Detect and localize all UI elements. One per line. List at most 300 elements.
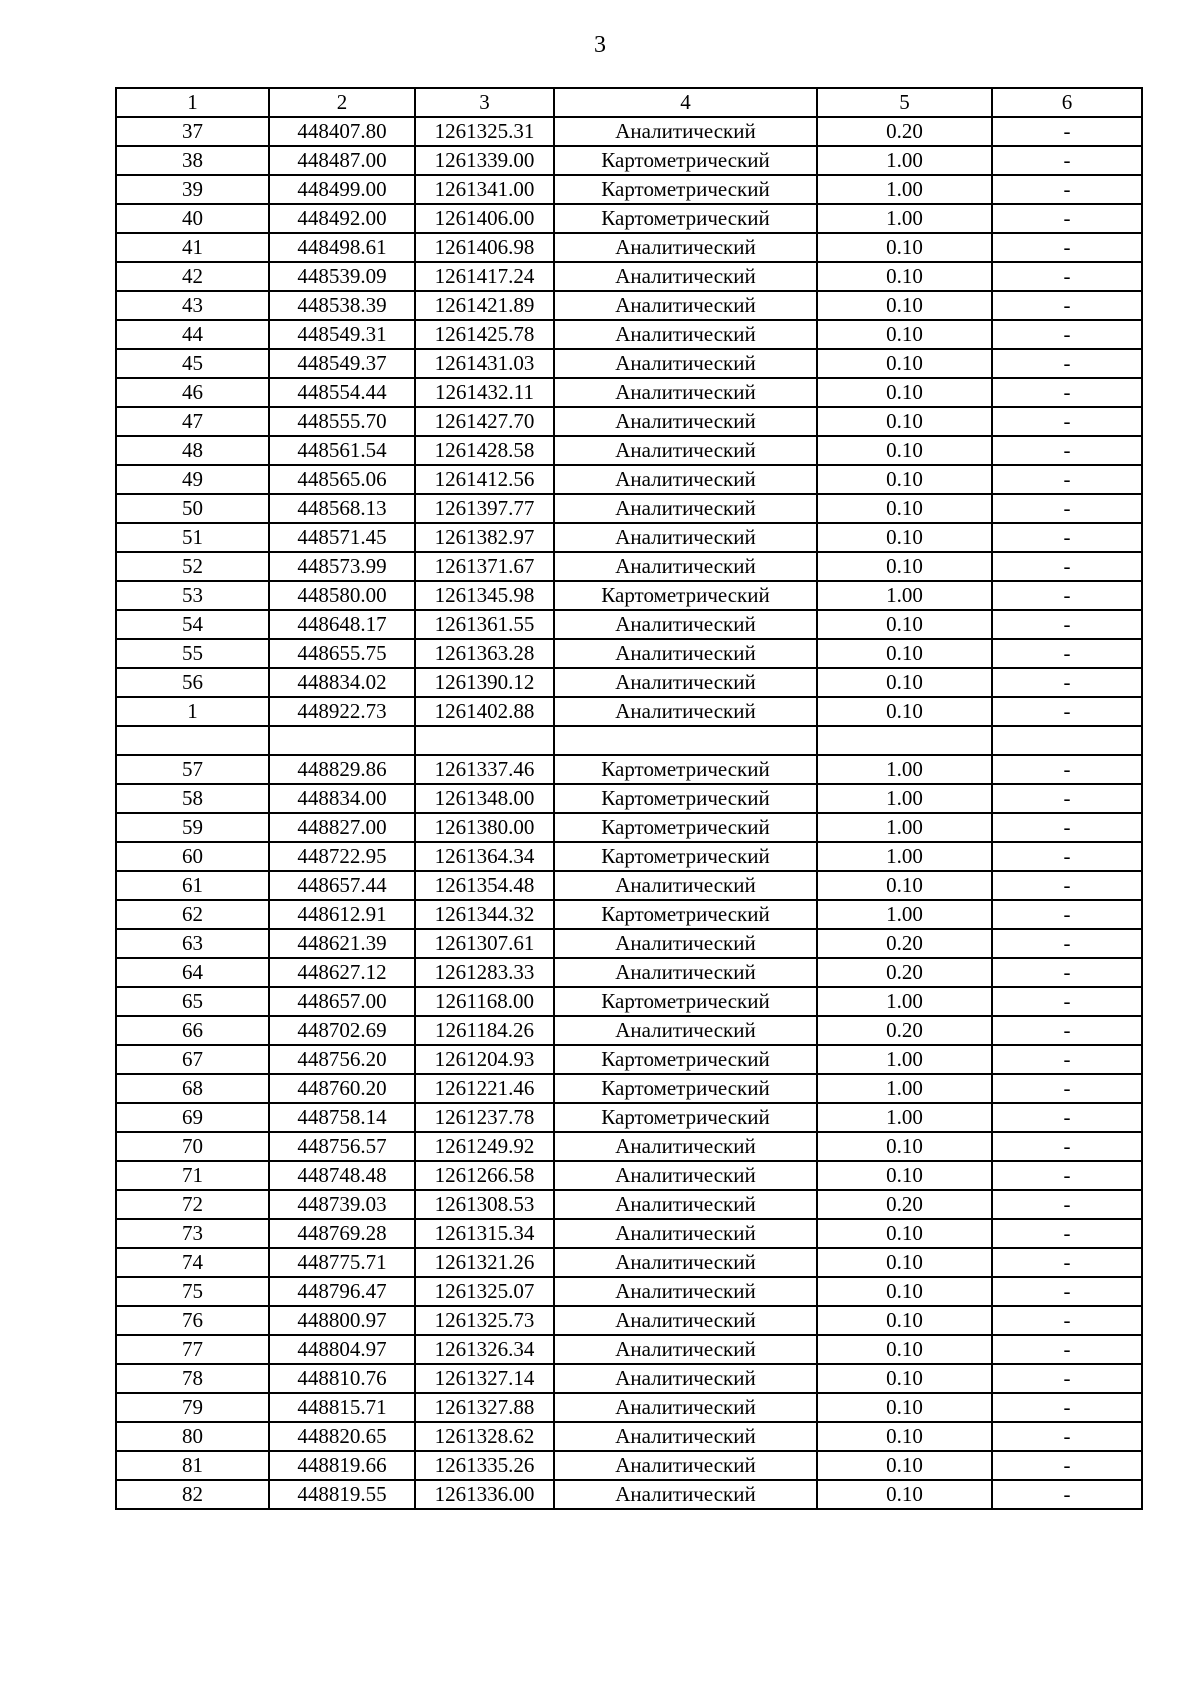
method-cell: Аналитический — [554, 697, 817, 726]
x-coordinate-cell: 448627.12 — [269, 958, 415, 987]
method-cell: Аналитический — [554, 1016, 817, 1045]
point-number-cell: 58 — [116, 784, 269, 813]
x-coordinate-cell: 448756.20 — [269, 1045, 415, 1074]
accuracy-cell: 0.10 — [817, 494, 992, 523]
method-cell: Аналитический — [554, 320, 817, 349]
x-coordinate-cell: 448549.37 — [269, 349, 415, 378]
note-cell: - — [992, 1103, 1142, 1132]
table-row — [116, 929, 1142, 958]
point-number-cell: 66 — [116, 1016, 269, 1045]
table-row — [116, 291, 1142, 320]
method-cell: Аналитический — [554, 1306, 817, 1335]
accuracy-cell: 0.10 — [817, 1248, 992, 1277]
note-cell: - — [992, 1161, 1142, 1190]
accuracy-cell: 0.10 — [817, 291, 992, 320]
table-row — [116, 233, 1142, 262]
note-cell: - — [992, 1277, 1142, 1306]
point-number-cell: 78 — [116, 1364, 269, 1393]
accuracy-cell: 0.10 — [817, 378, 992, 407]
note-cell: - — [992, 1451, 1142, 1480]
x-coordinate-cell: 448819.66 — [269, 1451, 415, 1480]
accuracy-cell: 0.20 — [817, 929, 992, 958]
x-coordinate-cell — [269, 726, 415, 755]
accuracy-cell: 0.20 — [817, 1190, 992, 1219]
method-cell: Картометрический — [554, 1045, 817, 1074]
accuracy-cell: 0.10 — [817, 1364, 992, 1393]
note-cell: - — [992, 668, 1142, 697]
table-row — [116, 842, 1142, 871]
y-coordinate-cell: 1261382.97 — [415, 523, 554, 552]
method-cell: Аналитический — [554, 1393, 817, 1422]
method-cell: Картометрический — [554, 1074, 817, 1103]
accuracy-cell: 0.10 — [817, 1277, 992, 1306]
x-coordinate-cell: 448748.48 — [269, 1161, 415, 1190]
y-coordinate-cell: 1261361.55 — [415, 610, 554, 639]
method-cell: Аналитический — [554, 1335, 817, 1364]
method-cell: Аналитический — [554, 233, 817, 262]
table-row — [116, 1248, 1142, 1277]
accuracy-cell: 0.10 — [817, 262, 992, 291]
header-cell: 5 — [817, 88, 992, 117]
method-cell: Аналитический — [554, 465, 817, 494]
y-coordinate-cell: 1261341.00 — [415, 175, 554, 204]
accuracy-cell: 1.00 — [817, 755, 992, 784]
method-cell: Аналитический — [554, 1219, 817, 1248]
method-cell: Картометрический — [554, 987, 817, 1016]
accuracy-cell: 0.10 — [817, 1480, 992, 1509]
x-coordinate-cell: 448648.17 — [269, 610, 415, 639]
y-coordinate-cell: 1261363.28 — [415, 639, 554, 668]
method-cell: Аналитический — [554, 494, 817, 523]
table-row — [116, 1016, 1142, 1045]
note-cell: - — [992, 436, 1142, 465]
table-row — [116, 813, 1142, 842]
y-coordinate-cell: 1261344.32 — [415, 900, 554, 929]
method-cell: Аналитический — [554, 552, 817, 581]
x-coordinate-cell: 448820.65 — [269, 1422, 415, 1451]
accuracy-cell: 0.20 — [817, 958, 992, 987]
y-coordinate-cell: 1261315.34 — [415, 1219, 554, 1248]
method-cell: Аналитический — [554, 1480, 817, 1509]
y-coordinate-cell: 1261371.67 — [415, 552, 554, 581]
point-number-cell: 53 — [116, 581, 269, 610]
point-number-cell: 75 — [116, 1277, 269, 1306]
y-coordinate-cell: 1261326.34 — [415, 1335, 554, 1364]
point-number-cell: 71 — [116, 1161, 269, 1190]
note-cell: - — [992, 958, 1142, 987]
table-row — [116, 1480, 1142, 1509]
accuracy-cell: 0.20 — [817, 117, 992, 146]
x-coordinate-cell: 448571.45 — [269, 523, 415, 552]
accuracy-cell: 1.00 — [817, 900, 992, 929]
note-cell: - — [992, 117, 1142, 146]
point-number-cell: 67 — [116, 1045, 269, 1074]
accuracy-cell: 0.20 — [817, 1016, 992, 1045]
x-coordinate-cell: 448498.61 — [269, 233, 415, 262]
table-row — [116, 987, 1142, 1016]
x-coordinate-cell: 448621.39 — [269, 929, 415, 958]
accuracy-cell: 0.10 — [817, 233, 992, 262]
x-coordinate-cell: 448580.00 — [269, 581, 415, 610]
point-number-cell: 56 — [116, 668, 269, 697]
x-coordinate-cell: 448565.06 — [269, 465, 415, 494]
table-row — [116, 175, 1142, 204]
y-coordinate-cell: 1261249.92 — [415, 1132, 554, 1161]
method-cell — [554, 726, 817, 755]
table-row — [116, 726, 1142, 755]
note-cell: - — [992, 610, 1142, 639]
note-cell: - — [992, 378, 1142, 407]
accuracy-cell: 1.00 — [817, 175, 992, 204]
x-coordinate-cell: 448549.31 — [269, 320, 415, 349]
accuracy-cell: 0.10 — [817, 610, 992, 639]
method-cell: Аналитический — [554, 1248, 817, 1277]
y-coordinate-cell: 1261406.98 — [415, 233, 554, 262]
accuracy-cell: 0.10 — [817, 436, 992, 465]
table-row — [116, 1103, 1142, 1132]
note-cell: - — [992, 1393, 1142, 1422]
x-coordinate-cell: 448612.91 — [269, 900, 415, 929]
point-number-cell: 43 — [116, 291, 269, 320]
y-coordinate-cell: 1261380.00 — [415, 813, 554, 842]
x-coordinate-cell: 448760.20 — [269, 1074, 415, 1103]
y-coordinate-cell: 1261402.88 — [415, 697, 554, 726]
y-coordinate-cell: 1261336.00 — [415, 1480, 554, 1509]
accuracy-cell: 1.00 — [817, 581, 992, 610]
method-cell: Аналитический — [554, 117, 817, 146]
point-number-cell: 38 — [116, 146, 269, 175]
y-coordinate-cell: 1261417.24 — [415, 262, 554, 291]
note-cell: - — [992, 204, 1142, 233]
point-number-cell: 59 — [116, 813, 269, 842]
point-number-cell: 54 — [116, 610, 269, 639]
coordinates-table-body — [116, 88, 1142, 1509]
note-cell: - — [992, 871, 1142, 900]
y-coordinate-cell: 1261339.00 — [415, 146, 554, 175]
y-coordinate-cell: 1261337.46 — [415, 755, 554, 784]
point-number-cell: 77 — [116, 1335, 269, 1364]
y-coordinate-cell: 1261308.53 — [415, 1190, 554, 1219]
table-row — [116, 494, 1142, 523]
method-cell: Аналитический — [554, 1451, 817, 1480]
table-row — [116, 581, 1142, 610]
method-cell: Аналитический — [554, 610, 817, 639]
method-cell: Аналитический — [554, 958, 817, 987]
method-cell: Аналитический — [554, 639, 817, 668]
method-cell: Аналитический — [554, 262, 817, 291]
y-coordinate-cell: 1261237.78 — [415, 1103, 554, 1132]
y-coordinate-cell: 1261428.58 — [415, 436, 554, 465]
table-row — [116, 1219, 1142, 1248]
point-number-cell: 51 — [116, 523, 269, 552]
y-coordinate-cell: 1261327.88 — [415, 1393, 554, 1422]
method-cell: Аналитический — [554, 407, 817, 436]
y-coordinate-cell: 1261397.77 — [415, 494, 554, 523]
table-row — [116, 436, 1142, 465]
point-number-cell: 62 — [116, 900, 269, 929]
y-coordinate-cell: 1261354.48 — [415, 871, 554, 900]
method-cell: Картометрический — [554, 755, 817, 784]
method-cell: Картометрический — [554, 813, 817, 842]
point-number-cell: 48 — [116, 436, 269, 465]
header-cell: 4 — [554, 88, 817, 117]
point-number-cell: 40 — [116, 204, 269, 233]
point-number-cell: 63 — [116, 929, 269, 958]
accuracy-cell: 0.10 — [817, 871, 992, 900]
y-coordinate-cell: 1261325.73 — [415, 1306, 554, 1335]
point-number-cell: 46 — [116, 378, 269, 407]
point-number-cell: 61 — [116, 871, 269, 900]
accuracy-cell: 1.00 — [817, 842, 992, 871]
accuracy-cell: 0.10 — [817, 668, 992, 697]
point-number-cell — [116, 726, 269, 755]
method-cell: Аналитический — [554, 1364, 817, 1393]
x-coordinate-cell: 448810.76 — [269, 1364, 415, 1393]
method-cell: Картометрический — [554, 784, 817, 813]
y-coordinate-cell: 1261421.89 — [415, 291, 554, 320]
x-coordinate-cell: 448804.97 — [269, 1335, 415, 1364]
accuracy-cell: 1.00 — [817, 813, 992, 842]
header-cell: 3 — [415, 88, 554, 117]
y-coordinate-cell: 1261348.00 — [415, 784, 554, 813]
point-number-cell: 65 — [116, 987, 269, 1016]
table-row — [116, 900, 1142, 929]
x-coordinate-cell: 448538.39 — [269, 291, 415, 320]
accuracy-cell: 0.10 — [817, 697, 992, 726]
point-number-cell: 41 — [116, 233, 269, 262]
note-cell: - — [992, 1045, 1142, 1074]
accuracy-cell: 0.10 — [817, 1393, 992, 1422]
note-cell: - — [992, 146, 1142, 175]
method-cell: Аналитический — [554, 1190, 817, 1219]
method-cell: Аналитический — [554, 929, 817, 958]
table-row — [116, 1393, 1142, 1422]
note-cell: - — [992, 639, 1142, 668]
method-cell: Картометрический — [554, 146, 817, 175]
accuracy-cell: 1.00 — [817, 146, 992, 175]
x-coordinate-cell: 448554.44 — [269, 378, 415, 407]
note-cell: - — [992, 929, 1142, 958]
point-number-cell: 50 — [116, 494, 269, 523]
x-coordinate-cell: 448769.28 — [269, 1219, 415, 1248]
table-row — [116, 639, 1142, 668]
note-cell: - — [992, 175, 1142, 204]
table-row — [116, 378, 1142, 407]
x-coordinate-cell: 448827.00 — [269, 813, 415, 842]
accuracy-cell: 0.10 — [817, 349, 992, 378]
method-cell: Аналитический — [554, 1422, 817, 1451]
table-row — [116, 755, 1142, 784]
x-coordinate-cell: 448834.02 — [269, 668, 415, 697]
point-number-cell: 64 — [116, 958, 269, 987]
table-row — [116, 1422, 1142, 1451]
table-row — [116, 784, 1142, 813]
accuracy-cell: 1.00 — [817, 784, 992, 813]
accuracy-cell: 1.00 — [817, 1074, 992, 1103]
x-coordinate-cell: 448702.69 — [269, 1016, 415, 1045]
accuracy-cell: 1.00 — [817, 204, 992, 233]
y-coordinate-cell: 1261335.26 — [415, 1451, 554, 1480]
table-row — [116, 262, 1142, 291]
accuracy-cell: 0.10 — [817, 552, 992, 581]
note-cell: - — [992, 320, 1142, 349]
note-cell: - — [992, 465, 1142, 494]
y-coordinate-cell: 1261221.46 — [415, 1074, 554, 1103]
y-coordinate-cell: 1261325.07 — [415, 1277, 554, 1306]
method-cell: Аналитический — [554, 349, 817, 378]
method-cell: Аналитический — [554, 1161, 817, 1190]
note-cell: - — [992, 755, 1142, 784]
accuracy-cell: 0.10 — [817, 523, 992, 552]
x-coordinate-cell: 448722.95 — [269, 842, 415, 871]
accuracy-cell: 0.10 — [817, 1335, 992, 1364]
x-coordinate-cell: 448758.14 — [269, 1103, 415, 1132]
note-cell: - — [992, 1335, 1142, 1364]
table-row — [116, 1335, 1142, 1364]
table-row — [116, 204, 1142, 233]
note-cell: - — [992, 813, 1142, 842]
method-cell: Картометрический — [554, 842, 817, 871]
page-number: 3 — [594, 32, 606, 58]
y-coordinate-cell: 1261204.93 — [415, 1045, 554, 1074]
note-cell: - — [992, 1306, 1142, 1335]
accuracy-cell: 0.10 — [817, 465, 992, 494]
table-row — [116, 349, 1142, 378]
table-row — [116, 1190, 1142, 1219]
point-number-cell: 45 — [116, 349, 269, 378]
y-coordinate-cell: 1261168.00 — [415, 987, 554, 1016]
note-cell: - — [992, 291, 1142, 320]
note-cell: - — [992, 987, 1142, 1016]
accuracy-cell: 0.10 — [817, 1422, 992, 1451]
point-number-cell: 55 — [116, 639, 269, 668]
method-cell: Картометрический — [554, 204, 817, 233]
note-cell: - — [992, 1219, 1142, 1248]
table-row — [116, 1161, 1142, 1190]
table-row — [116, 465, 1142, 494]
y-coordinate-cell — [415, 726, 554, 755]
point-number-cell: 37 — [116, 117, 269, 146]
point-number-cell: 1 — [116, 697, 269, 726]
x-coordinate-cell: 448539.09 — [269, 262, 415, 291]
x-coordinate-cell: 448739.03 — [269, 1190, 415, 1219]
point-number-cell: 57 — [116, 755, 269, 784]
y-coordinate-cell: 1261325.31 — [415, 117, 554, 146]
method-cell: Картометрический — [554, 1103, 817, 1132]
y-coordinate-cell: 1261184.26 — [415, 1016, 554, 1045]
note-cell: - — [992, 494, 1142, 523]
note-cell: - — [992, 1480, 1142, 1509]
table-row — [116, 1306, 1142, 1335]
point-number-cell: 72 — [116, 1190, 269, 1219]
note-cell: - — [992, 1422, 1142, 1451]
method-cell: Аналитический — [554, 1132, 817, 1161]
point-number-cell: 81 — [116, 1451, 269, 1480]
point-number-cell: 80 — [116, 1422, 269, 1451]
x-coordinate-cell: 448829.86 — [269, 755, 415, 784]
header-cell: 2 — [269, 88, 415, 117]
method-cell: Аналитический — [554, 378, 817, 407]
note-cell: - — [992, 1248, 1142, 1277]
note-cell: - — [992, 842, 1142, 871]
x-coordinate-cell: 448922.73 — [269, 697, 415, 726]
accuracy-cell — [817, 726, 992, 755]
y-coordinate-cell: 1261431.03 — [415, 349, 554, 378]
x-coordinate-cell: 448407.80 — [269, 117, 415, 146]
table-row — [116, 610, 1142, 639]
x-coordinate-cell: 448657.00 — [269, 987, 415, 1016]
note-cell: - — [992, 233, 1142, 262]
point-number-cell: 68 — [116, 1074, 269, 1103]
y-coordinate-cell: 1261406.00 — [415, 204, 554, 233]
point-number-cell: 60 — [116, 842, 269, 871]
point-number-cell: 47 — [116, 407, 269, 436]
x-coordinate-cell: 448657.44 — [269, 871, 415, 900]
table-row — [116, 407, 1142, 436]
point-number-cell: 52 — [116, 552, 269, 581]
note-cell — [992, 726, 1142, 755]
coordinates-table — [115, 87, 1143, 1510]
accuracy-cell: 0.10 — [817, 1161, 992, 1190]
table-row — [116, 1045, 1142, 1074]
y-coordinate-cell: 1261266.58 — [415, 1161, 554, 1190]
method-cell: Картометрический — [554, 581, 817, 610]
point-number-cell: 49 — [116, 465, 269, 494]
point-number-cell: 79 — [116, 1393, 269, 1422]
note-cell: - — [992, 1074, 1142, 1103]
x-coordinate-cell: 448775.71 — [269, 1248, 415, 1277]
method-cell: Аналитический — [554, 871, 817, 900]
table-row — [116, 1277, 1142, 1306]
accuracy-cell: 0.10 — [817, 1451, 992, 1480]
table-row — [116, 552, 1142, 581]
y-coordinate-cell: 1261427.70 — [415, 407, 554, 436]
x-coordinate-cell: 448756.57 — [269, 1132, 415, 1161]
y-coordinate-cell: 1261321.26 — [415, 1248, 554, 1277]
x-coordinate-cell: 448561.54 — [269, 436, 415, 465]
note-cell: - — [992, 349, 1142, 378]
point-number-cell: 70 — [116, 1132, 269, 1161]
table-header-row — [116, 88, 1142, 117]
note-cell: - — [992, 1190, 1142, 1219]
y-coordinate-cell: 1261425.78 — [415, 320, 554, 349]
y-coordinate-cell: 1261432.11 — [415, 378, 554, 407]
y-coordinate-cell: 1261345.98 — [415, 581, 554, 610]
x-coordinate-cell: 448568.13 — [269, 494, 415, 523]
table-row — [116, 320, 1142, 349]
accuracy-cell: 0.10 — [817, 1306, 992, 1335]
point-number-cell: 42 — [116, 262, 269, 291]
table-row — [116, 668, 1142, 697]
x-coordinate-cell: 448800.97 — [269, 1306, 415, 1335]
y-coordinate-cell: 1261412.56 — [415, 465, 554, 494]
note-cell: - — [992, 697, 1142, 726]
method-cell: Картометрический — [554, 175, 817, 204]
table-row — [116, 871, 1142, 900]
method-cell: Аналитический — [554, 668, 817, 697]
point-number-cell: 82 — [116, 1480, 269, 1509]
note-cell: - — [992, 581, 1142, 610]
table-row — [116, 523, 1142, 552]
table-row — [116, 1074, 1142, 1103]
table-row — [116, 117, 1142, 146]
x-coordinate-cell: 448555.70 — [269, 407, 415, 436]
method-cell: Аналитический — [554, 291, 817, 320]
accuracy-cell: 1.00 — [817, 1103, 992, 1132]
table-row — [116, 1132, 1142, 1161]
table-row — [116, 1364, 1142, 1393]
accuracy-cell: 1.00 — [817, 987, 992, 1016]
